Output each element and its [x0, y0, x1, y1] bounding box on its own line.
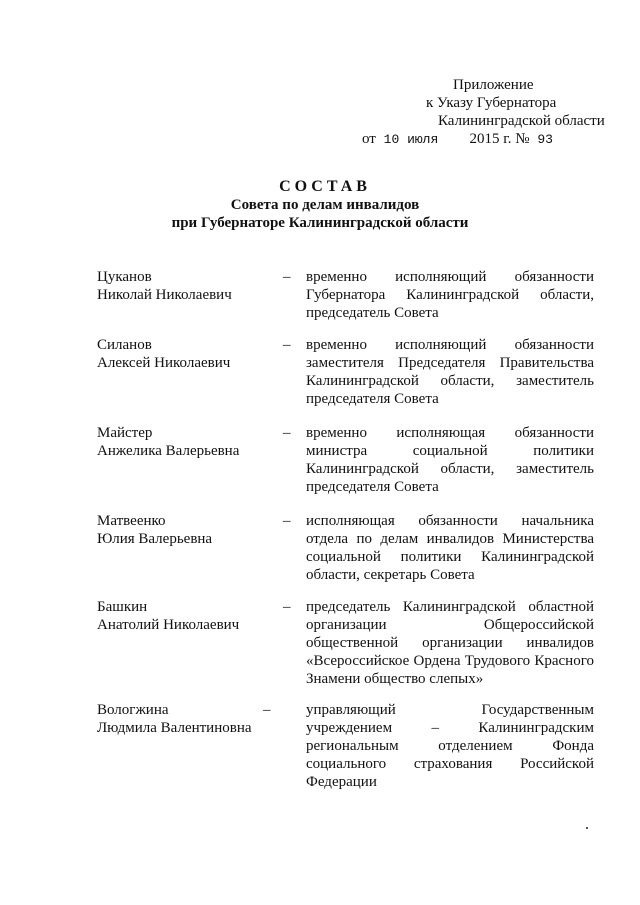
member-position: временно исполняющая обязанности министра социальной политики Калининградской области, заместитель председателя Совета: [306, 425, 594, 495]
appendix-year: 2015 г. №: [469, 131, 530, 147]
member-name: [97, 701, 277, 737]
member-given-name: Николай Николаевич: [97, 287, 232, 303]
page-speck: [586, 827, 588, 829]
member-position: председатель Калининградской областной организации Общероссийской общественной организации инвалидов «Всероссийское Ордена Трудового Красного Знамени общество слепых»: [306, 599, 594, 687]
member-surname: Вологжина: [97, 702, 169, 718]
member-name: [97, 336, 277, 372]
member-dash: –: [283, 425, 291, 441]
appendix-day-month: 10 июля: [383, 132, 439, 147]
title-council: Совета по делам инвалидов: [230, 197, 420, 213]
member-position: временно исполняющий обязанности заместителя Председателя Правительства Калининградской области, заместитель председателя Совета: [306, 337, 594, 407]
appendix-ot: от: [362, 131, 376, 147]
member-surname: Силанов: [97, 337, 152, 353]
appendix-region: Калининградской области: [438, 113, 605, 129]
member-given-name: Людмила Валентиновна: [97, 720, 252, 736]
member-position: управляющий Государственным учреждением – Калининградским региональным отделением Фонда социального страхования Российской Федерации: [306, 702, 594, 790]
member-given-name: Анжелика Валерьевна: [97, 443, 240, 459]
appendix-number: 93: [537, 132, 553, 147]
member-name: [97, 598, 277, 634]
member-given-name: Юлия Валерьевна: [97, 531, 213, 547]
member-name: [97, 512, 277, 548]
member-name: [97, 424, 277, 460]
appendix-decree-ref: к Указу Губернатора: [426, 95, 557, 111]
member-position: исполняющая обязанности начальника отдела по делам инвалидов Министерства социальной политики Калининградской области, секретарь Совета: [306, 513, 594, 583]
member-surname: Матвеенко: [97, 513, 166, 529]
member-surname: Цуканов: [97, 269, 152, 285]
member-given-name: Анатолий Николаевич: [97, 617, 240, 633]
appendix-date-line: [360, 130, 600, 149]
member-surname: Башкин: [97, 599, 148, 615]
appendix-label: Приложение: [453, 77, 534, 93]
member-given-name: Алексей Николаевич: [97, 355, 231, 371]
member-dash: –: [283, 337, 291, 353]
member-name: [97, 268, 277, 304]
title-sostav: СОСТАВ: [279, 178, 371, 195]
member-surname: Майстер: [97, 425, 153, 441]
member-dash: –: [283, 269, 291, 285]
member-dash: –: [283, 513, 291, 529]
title-governor: при Губернаторе Калининградской области: [171, 215, 469, 231]
member-dash: –: [283, 599, 291, 615]
appendix-block: [360, 76, 605, 149]
member-dash: –: [263, 702, 271, 718]
document-title: [0, 178, 640, 232]
member-position: временно исполняющий обязанности Губернатора Калининградской области, председатель Совета: [306, 269, 594, 321]
